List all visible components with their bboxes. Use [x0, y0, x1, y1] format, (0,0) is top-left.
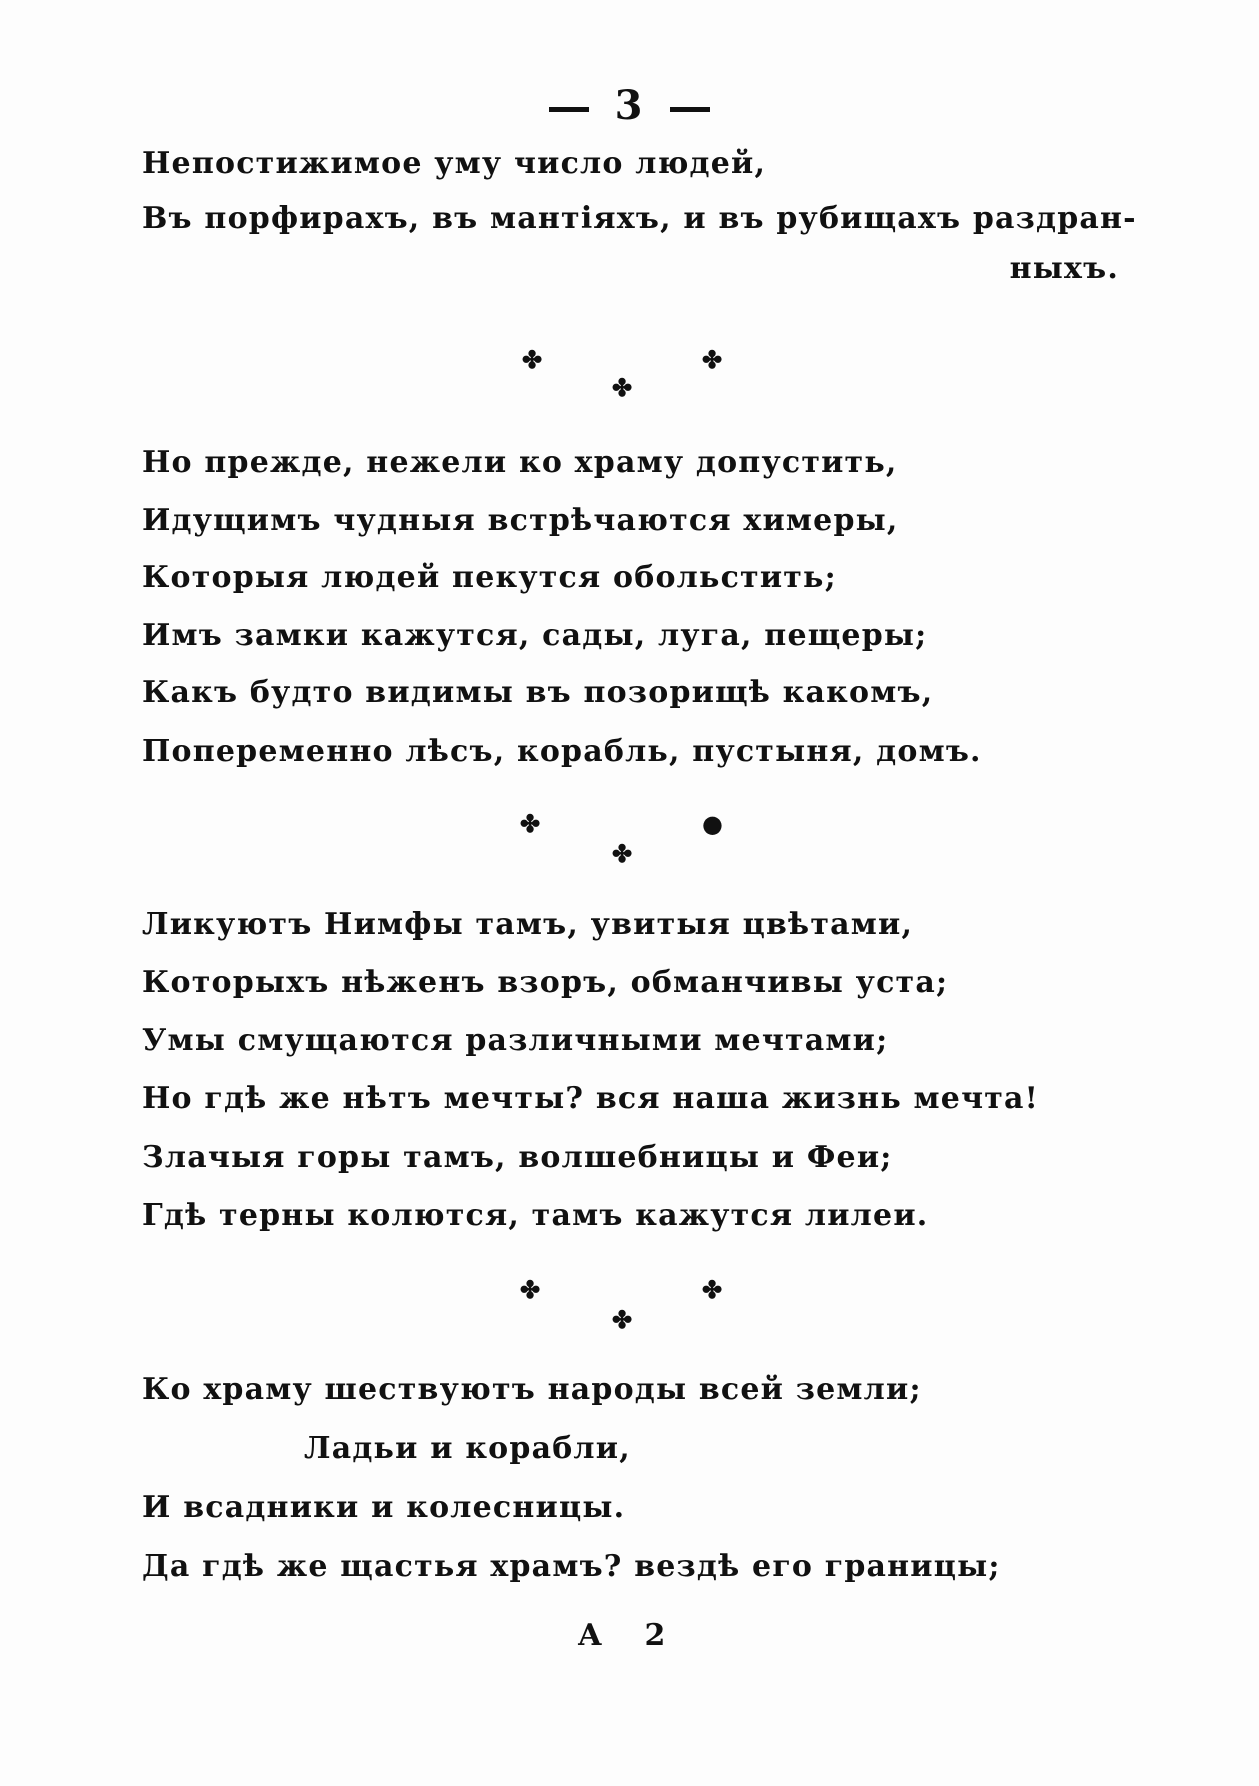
- verse-line: И всадники и колесницы.: [142, 1490, 626, 1525]
- signature-mark: А 2: [577, 1618, 682, 1653]
- verse-line: Идущимъ чудныя встрѣчаются химеры,: [142, 503, 899, 538]
- verse-line: Умы смущаются различными мечтами;: [142, 1023, 889, 1058]
- verse-line: Въ порфирахъ, въ мантiяхъ, и въ рубищахъ раздран-: [142, 201, 1137, 236]
- verse-line: Да гдѣ же щастья храмъ? вездѣ его границы;: [142, 1549, 1001, 1584]
- fleuron-icon: ✤: [612, 1305, 633, 1334]
- stanza-ornament: [0, 809, 1259, 882]
- verse-line: Непостижимое уму число людей,: [142, 146, 767, 181]
- verse-line: Которыхъ нѣженъ взоръ, обманчивы уста;: [142, 965, 949, 1000]
- fleuron-icon: ✤: [520, 809, 541, 838]
- verse-line: Какъ будто видимы въ позорищѣ какомъ,: [142, 675, 934, 710]
- verse-line: Но прежде, нежели ко храму допустить,: [142, 445, 898, 480]
- verse-line: Ко храму шествуютъ народы всей земли;: [142, 1372, 922, 1407]
- fleuron-icon: ✤: [702, 345, 723, 374]
- fleuron-icon: ✤: [520, 1275, 541, 1304]
- verse-line: Но гдѣ же нѣтъ мечты? вся наша жизнь мечта!: [142, 1081, 1040, 1116]
- fleuron-icon: ✤: [522, 345, 543, 374]
- fleuron-icon: ✤: [612, 373, 633, 402]
- page-number: 3: [614, 82, 645, 129]
- page-number-header: [0, 82, 1259, 129]
- fleuron-icon: ✤: [612, 839, 633, 868]
- verse-line-indented: Ладьи и корабли,: [304, 1431, 631, 1466]
- stanza-ornament: [0, 1275, 1259, 1348]
- dot-icon: ●: [702, 809, 723, 838]
- verse-line: Попеременно лѣсъ, корабль, пустыня, домъ.: [142, 734, 982, 769]
- verse-line: Имъ замки кажутся, сады, луга, пещеры;: [142, 618, 928, 653]
- verse-line: Гдѣ терны колются, тамъ кажутся лилеи.: [142, 1198, 929, 1233]
- stanza-ornament: [0, 345, 1259, 418]
- left-dash: [549, 107, 589, 112]
- verse-line-continuation: ныхъ.: [1009, 251, 1119, 286]
- verse-line: Ликуютъ Нимфы тамъ, увитыя цвѣтами,: [142, 907, 914, 942]
- fleuron-icon: ✤: [702, 1275, 723, 1304]
- verse-line: Злачыя горы тамъ, волшебницы и Феи;: [142, 1140, 893, 1175]
- right-dash: [670, 107, 710, 112]
- verse-line: Которыя людей пекутся обольстить;: [142, 560, 837, 595]
